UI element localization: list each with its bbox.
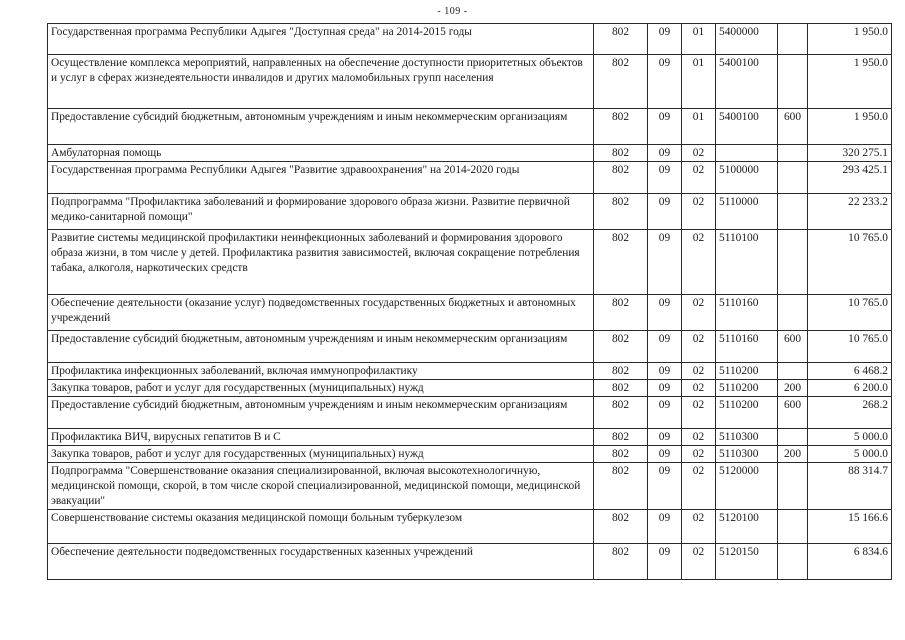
section-code: 09	[648, 162, 682, 194]
subsection-code: 02	[682, 429, 716, 446]
page-number: - 109 -	[437, 6, 468, 17]
amount: 10 765.0	[808, 230, 892, 295]
section-code: 09	[648, 397, 682, 429]
table-row	[48, 463, 892, 510]
section-code: 09	[648, 463, 682, 510]
amount: 320 275.1	[808, 145, 892, 162]
department-code: 802	[594, 363, 648, 380]
section-code: 09	[648, 363, 682, 380]
subsection-code: 02	[682, 295, 716, 331]
amount: 1 950.0	[808, 24, 892, 55]
subsection-code: 02	[682, 194, 716, 230]
expense-type-code	[778, 230, 808, 295]
expense-type-code	[778, 363, 808, 380]
department-code: 802	[594, 463, 648, 510]
table-row	[48, 363, 892, 380]
subsection-code: 02	[682, 397, 716, 429]
expense-type-code: 600	[778, 109, 808, 145]
section-code: 09	[648, 429, 682, 446]
amount: 22 233.2	[808, 194, 892, 230]
table-row	[48, 145, 892, 162]
item-name: Профилактика ВИЧ, вирусных гепатитов В и С	[48, 429, 594, 446]
table-row	[48, 24, 892, 55]
amount: 6 834.6	[808, 544, 892, 580]
amount: 5 000.0	[808, 446, 892, 463]
table-row	[48, 446, 892, 463]
item-name: Подпрограмма "Совершенствование оказания специализированной, включая высокотехнологичную, медицинской помощи, скорой, в том числе скорой специализированной, медицинской помощи, медицинской эвакуации"	[48, 463, 594, 510]
department-code: 802	[594, 55, 648, 109]
section-code: 09	[648, 544, 682, 580]
subsection-code: 02	[682, 363, 716, 380]
item-name: Совершенствование системы оказания медицинской помощи больным туберкулезом	[48, 510, 594, 544]
target-article-code: 5400100	[716, 55, 778, 109]
department-code: 802	[594, 510, 648, 544]
expense-type-code	[778, 55, 808, 109]
amount: 1 950.0	[808, 55, 892, 109]
department-code: 802	[594, 162, 648, 194]
subsection-code: 02	[682, 162, 716, 194]
table-row	[48, 380, 892, 397]
target-article-code: 5110100	[716, 230, 778, 295]
expense-type-code	[778, 295, 808, 331]
target-article-code: 5400000	[716, 24, 778, 55]
amount: 293 425.1	[808, 162, 892, 194]
item-name: Предоставление субсидий бюджетным, автономным учреждениям и иным некоммерческим организациям	[48, 109, 594, 145]
expense-type-code	[778, 24, 808, 55]
item-name: Обеспечение деятельности (оказание услуг) подведомственных государственных бюджетных и автономных учреждений	[48, 295, 594, 331]
section-code: 09	[648, 295, 682, 331]
department-code: 802	[594, 145, 648, 162]
expense-type-code: 600	[778, 331, 808, 363]
amount: 88 314.7	[808, 463, 892, 510]
table-row	[48, 194, 892, 230]
section-code: 09	[648, 109, 682, 145]
expense-type-code: 200	[778, 380, 808, 397]
amount: 268.2	[808, 397, 892, 429]
item-name: Предоставление субсидий бюджетным, автономным учреждениям и иным некоммерческим организациям	[48, 397, 594, 429]
item-name: Государственная программа Республики Адыгея "Доступная среда" на 2014-2015 годы	[48, 24, 594, 55]
department-code: 802	[594, 331, 648, 363]
amount: 6 468.2	[808, 363, 892, 380]
item-name: Развитие системы медицинской профилактики неинфекционных заболеваний и формирования здорового образа жизни, в том числе у детей. Профилактика развития зависимостей, включая сокращение потребления табака, алкоголя, наркотических средств	[48, 230, 594, 295]
amount: 10 765.0	[808, 331, 892, 363]
section-code: 09	[648, 230, 682, 295]
expense-type-code	[778, 463, 808, 510]
target-article-code: 5120150	[716, 544, 778, 580]
department-code: 802	[594, 397, 648, 429]
target-article-code: 5110200	[716, 363, 778, 380]
expense-type-code	[778, 510, 808, 544]
expense-type-code	[778, 162, 808, 194]
section-code: 09	[648, 55, 682, 109]
section-code: 09	[648, 24, 682, 55]
target-article-code: 5110000	[716, 194, 778, 230]
target-article-code: 5100000	[716, 162, 778, 194]
subsection-code: 01	[682, 109, 716, 145]
department-code: 802	[594, 544, 648, 580]
department-code: 802	[594, 380, 648, 397]
expense-type-code	[778, 145, 808, 162]
section-code: 09	[648, 331, 682, 363]
item-name: Закупка товаров, работ и услуг для государственных (муниципальных) нужд	[48, 380, 594, 397]
table-row	[48, 109, 892, 145]
target-article-code: 5110300	[716, 446, 778, 463]
subsection-code: 02	[682, 510, 716, 544]
subsection-code: 02	[682, 446, 716, 463]
department-code: 802	[594, 109, 648, 145]
amount: 10 765.0	[808, 295, 892, 331]
subsection-code: 02	[682, 463, 716, 510]
department-code: 802	[594, 194, 648, 230]
target-article-code: 5110200	[716, 397, 778, 429]
subsection-code: 01	[682, 55, 716, 109]
table-row	[48, 295, 892, 331]
table-row	[48, 55, 892, 109]
target-article-code: 5110160	[716, 331, 778, 363]
table-row	[48, 162, 892, 194]
budget-table	[47, 23, 892, 580]
subsection-code: 02	[682, 331, 716, 363]
target-article-code: 5110300	[716, 429, 778, 446]
expense-type-code: 200	[778, 446, 808, 463]
amount: 1 950.0	[808, 109, 892, 145]
item-name: Профилактика инфекционных заболеваний, включая иммунопрофилактику	[48, 363, 594, 380]
subsection-code: 02	[682, 145, 716, 162]
target-article-code: 5120100	[716, 510, 778, 544]
department-code: 802	[594, 429, 648, 446]
target-article-code: 5110160	[716, 295, 778, 331]
item-name: Осуществление комплекса мероприятий, направленных на обеспечение доступности приоритетных объектов и услуг в сферах жизнедеятельности инвалидов и других маломобильных групп населения	[48, 55, 594, 109]
item-name: Обеспечение деятельности подведомственных государственных казенных учреждений	[48, 544, 594, 580]
table-row	[48, 230, 892, 295]
department-code: 802	[594, 446, 648, 463]
table-row	[48, 544, 892, 580]
department-code: 802	[594, 24, 648, 55]
amount: 6 200.0	[808, 380, 892, 397]
section-code: 09	[648, 145, 682, 162]
item-name: Закупка товаров, работ и услуг для государственных (муниципальных) нужд	[48, 446, 594, 463]
target-article-code	[716, 145, 778, 162]
section-code: 09	[648, 380, 682, 397]
expense-type-code: 600	[778, 397, 808, 429]
subsection-code: 02	[682, 544, 716, 580]
subsection-code: 01	[682, 24, 716, 55]
table-row	[48, 510, 892, 544]
target-article-code: 5110200	[716, 380, 778, 397]
amount: 15 166.6	[808, 510, 892, 544]
item-name: Государственная программа Республики Адыгея "Развитие здравоохранения" на 2014-2020 годы	[48, 162, 594, 194]
item-name: Амбулаторная помощь	[48, 145, 594, 162]
department-code: 802	[594, 230, 648, 295]
section-code: 09	[648, 194, 682, 230]
amount: 5 000.0	[808, 429, 892, 446]
table-row	[48, 397, 892, 429]
expense-type-code	[778, 429, 808, 446]
expense-type-code	[778, 544, 808, 580]
section-code: 09	[648, 510, 682, 544]
department-code: 802	[594, 295, 648, 331]
target-article-code: 5120000	[716, 463, 778, 510]
table-row	[48, 429, 892, 446]
item-name: Предоставление субсидий бюджетным, автономным учреждениям и иным некоммерческим организациям	[48, 331, 594, 363]
item-name: Подпрограмма "Профилактика заболеваний и формирование здорового образа жизни. Развитие первичной медико-санитарной помощи"	[48, 194, 594, 230]
subsection-code: 02	[682, 230, 716, 295]
table-row	[48, 331, 892, 363]
section-code: 09	[648, 446, 682, 463]
expense-type-code	[778, 194, 808, 230]
subsection-code: 02	[682, 380, 716, 397]
target-article-code: 5400100	[716, 109, 778, 145]
